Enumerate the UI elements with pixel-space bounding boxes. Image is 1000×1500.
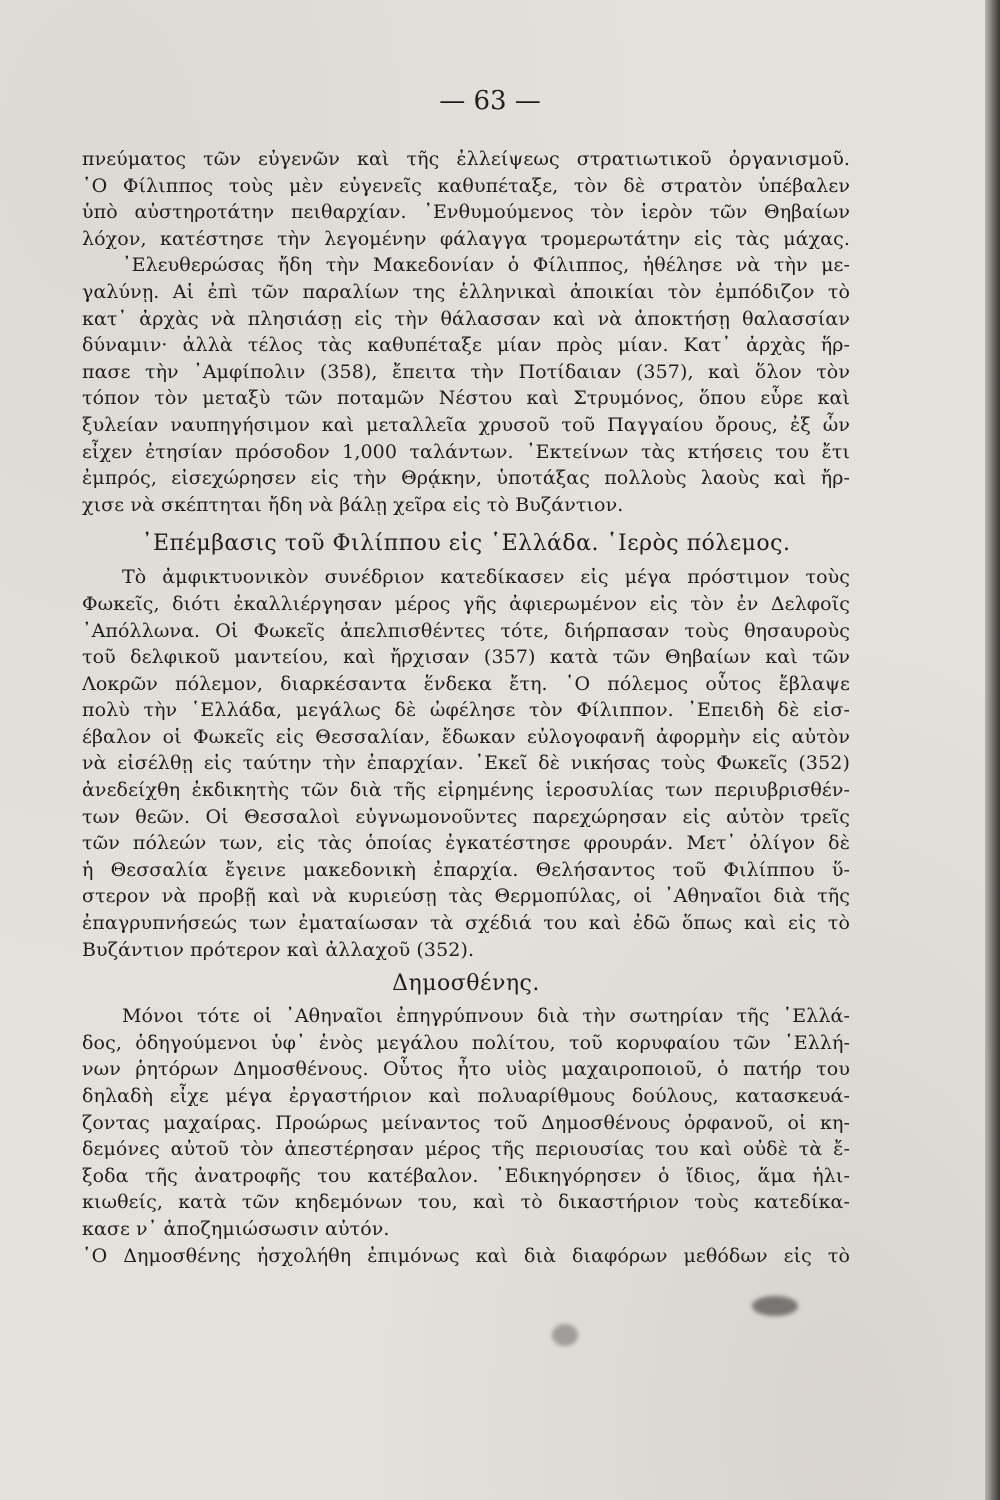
text-line: νὰ εἰσέλθῃ εἰς ταύτην τὴν ἐπαρχίαν. ᾿Εκεῖ δὲ νικήσας τοὺς Φωκεῖς (352) [82, 752, 850, 775]
text-line: τοῦ δελφικοῦ μαντείου, καὶ ἤρχισαν (357) κατὰ τῶν Θηβαίων καὶ τῶν [82, 646, 850, 669]
text-line: ζοντας μαχαίρας. Προώρως μείναντος τοῦ Δημοσθένους ὀρφανοῦ, οἱ κη- [82, 1111, 850, 1134]
text-line: τῶν πόλεών των, εἰς τὰς ὁποίας ἐγκατέστησε φρουράν. Μετ᾿ ὀλίγον δὲ [82, 832, 850, 855]
text-line: πνεύματος τῶν εὐγενῶν καὶ τῆς ἐλλείψεως στρατιωτικοῦ ὀργανισμοῦ. [82, 148, 850, 170]
text-line: δύναμιν· ἀλλὰ τέλος τὰς καθυπέταξε μίαν πρὸς μίαν. Κατ᾿ ἀρχὰς ἥρ- [82, 334, 850, 357]
ink-smudge [752, 1296, 798, 1316]
text-line: πολὺ τὴν ῾Ελλάδα, μεγάλως δὲ ὠφέλησε τὸν Φίλιππον. ᾿Επειδὴ δὲ εἰσ- [82, 699, 850, 722]
text-line: δος, ὁδηγούμενοι ὑφ᾿ ἑνὸς μεγάλου πολίτου, τοῦ κορυφαίου τῶν ῾Ελλή- [82, 1031, 850, 1054]
text-line: λόχον, κατέστησε τὴν λεγομένην φάλαγγα τρομερωτάτην εἰς τὰς μάχας. [82, 227, 850, 250]
text-line: έβαλον οἱ Φωκεῖς εἰς Θεσσαλίαν, ἔδωκαν εὐλογοφανῆ ἀφορμὴν εἰς αὐτὸν [82, 725, 850, 748]
text-line: ξυλείαν ναυπηγήσιμον καὶ μεταλλεῖα χρυσοῦ τοῦ Παγγαίου ὄρους, ἐξ ὧν [82, 413, 850, 436]
text-line: κασε ν᾿ ἀποζημιώσωσιν αὐτόν. [82, 1217, 390, 1240]
text-line: δηλαδὴ εἶχε μέγα ἐργαστήριον καὶ πολυαρίθμους δούλους, κατασκευά- [82, 1085, 850, 1107]
section-heading-demosthenes: Δημοσθένης. [392, 971, 540, 997]
text-line: ἡ Θεσσαλία ἔγεινε μακεδονικὴ ἐπαρχία. Θελήσαντος τοῦ Φιλίππου ὕ- [82, 858, 850, 881]
ink-smudge [552, 1324, 578, 1346]
text-line: των θεῶν. Οἱ Θεσσαλοὶ εὐγνωμονοῦντες παρεχώρησαν εἰς αὐτὸν τρεῖς [82, 805, 850, 828]
text-line: ἐπαγρυπνήσεώς των ἐματαίωσαν τὰ σχέδιά του καὶ ἐδῶ ὅπως καὶ εἰς τὸ [82, 912, 850, 935]
text-line: ῾Ο Δημοσθένης ἠσχολήθη ἐπιμόνως καὶ διὰ διαφόρων μεθόδων εἰς τὸ [82, 1244, 850, 1267]
text-line: κιωθείς, κατὰ τῶν κηδεμόνων του, καὶ τὸ δικαστήριον τοὺς κατεδίκα- [82, 1191, 850, 1214]
text-line: ᾿Απόλλωνα. Οἱ Φωκεῖς ἀπελπισθέντες τότε, διήρπασαν τοὺς θησαυροὺς [82, 619, 850, 642]
body-text [82, 146, 850, 1269]
page-number: — 63 — [439, 86, 541, 116]
text-line: Τὸ ἀμφικτυονικὸν συνέδριον κατεδίκασεν εἰς μέγα πρόστιμον τοὺς [122, 566, 850, 589]
text-line: ᾿Ελευθερώσας ἤδη τὴν Μακεδονίαν ὁ Φίλιππος, ἠθέλησε νὰ τὴν με- [122, 254, 850, 277]
text-line: τόπον τὸν μεταξὺ τῶν ποταμῶν Νέστου καὶ Στρυμόνος, ὅπου εὗρε καὶ [82, 387, 850, 410]
text-line: Φωκεῖς, διότι ἐκαλλιέργησαν μέρος γῆς ἀφιερωμένον εἰς τὸν ἐν Δελφοῖς [82, 592, 850, 615]
text-line: ἀνεδείχθη ἐκδικητὴς τῶν διὰ τῆς εἰρημένης ἱεροσυλίας των περιυβρισθέν- [82, 779, 850, 802]
text-line: δεμόνες αὐτοῦ τὸν ἀπεστέρησαν μέρος τῆς περιουσίας του καὶ οὐδὲ τὰ ἔ- [82, 1138, 850, 1161]
text-line: χισε νὰ σκέπτηται ἤδη νὰ βάλῃ χεῖρα εἰς τὸ Βυζάντιον. [82, 493, 624, 516]
text-line: Βυζάντιον πρότερον καὶ ἀλλαχοῦ (352). [82, 938, 475, 961]
text-line: εἶχεν ἐτησίαν πρόσοδον 1,000 ταλάντων. ᾿Εκτείνων τὰς κτήσεις του ἔτι [82, 440, 850, 463]
section-heading-sacred-war: ᾿Επέμβασις τοῦ Φιλίππου εἰς ῾Ελλάδα. ῾Ιερὸς πόλεμος. [141, 531, 791, 557]
paragraph-phalanx [82, 146, 850, 518]
text-line: Λοκρῶν πόλεμον, διαρκέσαντα ἕνδεκα ἔτη. ῾Ο πόλεμος οὗτος ἔβλαψε [82, 672, 850, 695]
text-line: Μόνοι τότε οἱ ᾿Αθηναῖοι ἐπηγρύπνουν διὰ τὴν σωτηρίαν τῆς ῾Ελλά- [122, 1005, 850, 1028]
page-edge-shadow [985, 0, 1000, 1500]
text-line: κατ᾿ ἀρχὰς νὰ πλησιάσῃ εἰς τὴν θάλασσαν καὶ νὰ ἀποκτήσῃ θαλασσίαν [82, 307, 850, 330]
text-line: γαλύνῃ. Αἱ ἐπὶ τῶν παραλίων της ἑλληνικαὶ ἀποικίαι τὸν ἐμπόδιζον τὸ [82, 280, 850, 303]
paragraph-demosthenes [82, 1003, 850, 1269]
paragraph-sacred-war [82, 564, 850, 963]
text-line: ῾Ο Φίλιππος τοὺς μὲν εὐγενεῖς καθυπέταξε, τὸν δὲ στρατὸν ὑπέβαλεν [82, 174, 850, 197]
text-line: ὑπὸ αὐστηροτάτην πειθαρχίαν. ᾿Ενθυμούμενος τὸν ἱερὸν τῶν Θηβαίων [82, 201, 850, 224]
text-line: νων ῥητόρων Δημοσθένους. Οὗτος ἦτο υἱὸς μαχαιροποιοῦ, ὁ πατήρ του [82, 1058, 850, 1081]
text-line: στερον νὰ προβῇ καὶ νὰ κυριεύσῃ τὰς Θερμοπύλας, οἱ ᾿Αθηναῖοι διὰ τῆς [82, 885, 850, 908]
text-line: ἐμπρός, εἰσεχώρησεν εἰς τὴν Θρᾴκην, ὑποτάξας πολλοὺς λαοὺς καὶ ἤρ- [82, 467, 850, 490]
text-line: πασε τὴν ᾿Αμφίπολιν (358), ἔπειτα τὴν Ποτίδαιαν (357), καὶ ὅλον τὸν [82, 360, 850, 383]
text-line: ξοδα τῆς ἀνατροφῆς του κατέβαλον. ᾿Εδικηγόρησεν ὁ ἴδιος, ἅμα ἡλι- [82, 1164, 850, 1187]
